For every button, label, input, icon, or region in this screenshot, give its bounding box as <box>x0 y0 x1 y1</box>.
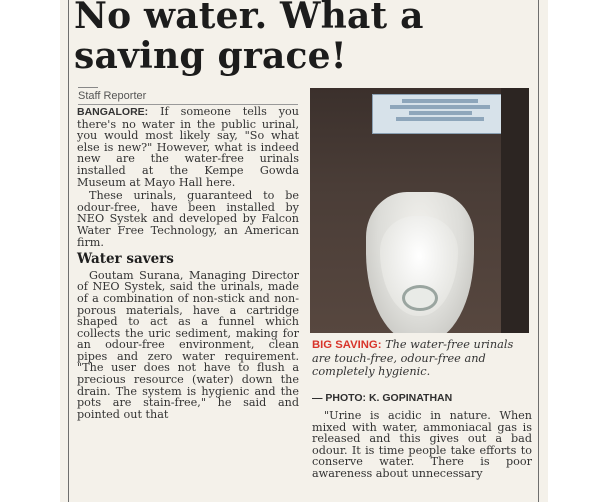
column-rule-left <box>68 0 69 502</box>
paragraph-2: These urinals, guaranteed to be odour-free, have been installed by NEO Systek and developed by Falcon Water Free Technology, an American firm. <box>77 189 299 249</box>
urinal-cartridge-drain <box>402 285 438 311</box>
lead-paragraph <box>77 106 299 188</box>
urinal-photo <box>310 88 529 333</box>
caption-tag: BIG SAVING: <box>312 339 382 351</box>
newspaper-clipping <box>60 0 548 502</box>
paragraph-4: "Urine is acidic in nature. When mixed with water, ammoniacal gas is released and this gives out a bad odour. It is time people take efforts to conserve water. There is poor awareness about unnecessary <box>312 409 532 480</box>
paragraph-1: If someone tells you there's no water in the public urinal, you would most likely say, "So what else is new?" However, what is indeed new are the water-free urinals installed at the Kempe Gowda Museum at Mayo Hall here. <box>77 105 299 189</box>
wall-shadow <box>501 88 529 333</box>
article-column-right <box>312 410 532 480</box>
subhead: Water savers <box>77 251 174 268</box>
byline: Staff Reporter <box>78 90 147 102</box>
byline-rule <box>78 87 98 88</box>
wall-notice-sign <box>372 94 508 134</box>
photo-caption <box>312 338 534 378</box>
caption-text: The water-free urinals are touch-free, odour-free and completely hygienic. <box>312 338 514 378</box>
dateline: BANGALORE: <box>77 106 149 118</box>
paragraph-3: Goutam Surana, Managing Director of NEO Systek, said the urinals, made of a combination of non-stick and non-porous materials, have a cartridge shaped to act as a funnel which collects the uric sediment, making for an odour-free environment, clean pipes and zero water requirement. "The user does not have to flush a precious resource (water) down the drain. The system is hygienic and the pots are stain-free," he said and pointed out that <box>77 268 299 421</box>
article-column-left <box>77 106 299 422</box>
photo-credit: — PHOTO: K. GOPINATHAN <box>312 392 453 404</box>
headline: No water. What a saving grace! <box>74 0 424 77</box>
